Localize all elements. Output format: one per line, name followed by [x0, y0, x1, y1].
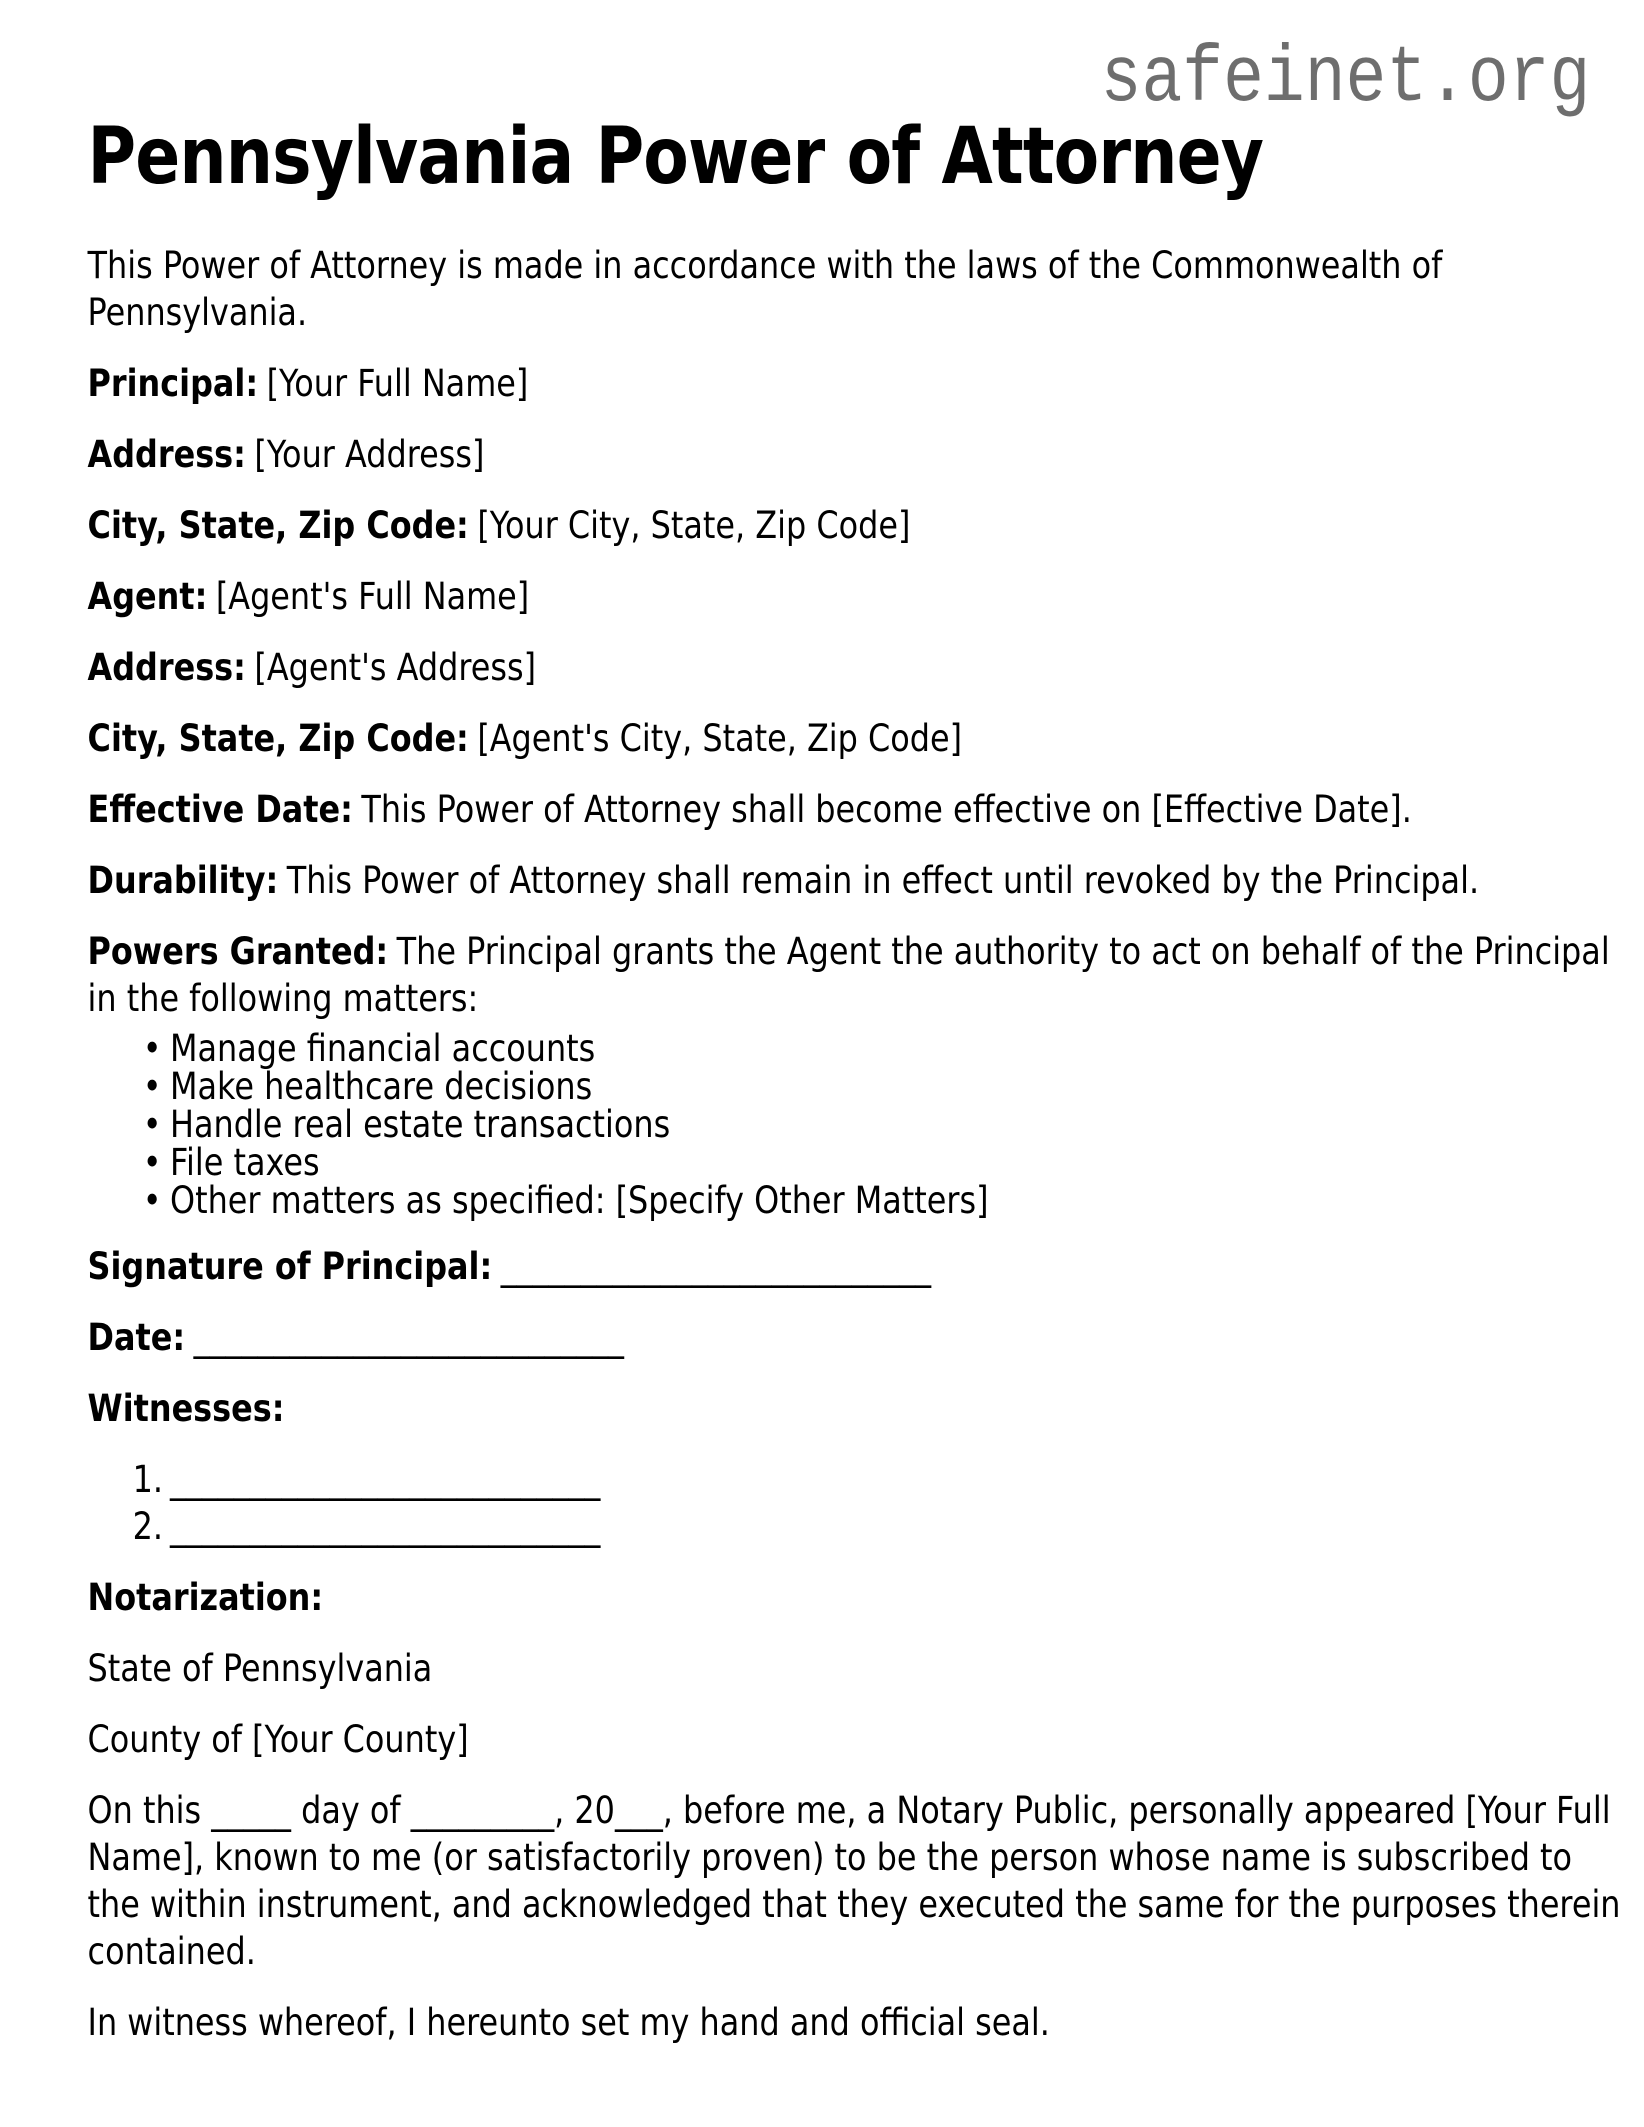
- power-item: • File taxes: [170, 1143, 1626, 1181]
- field-value: [Your Address]: [254, 432, 485, 476]
- field-principal-city-state-zip: [88, 502, 1627, 549]
- witnesses-heading: [88, 1385, 1627, 1432]
- signature-label: Signature of Principal:: [87, 1244, 493, 1288]
- field-label: Address:: [87, 432, 246, 476]
- power-item: • Other matters as specified: [Specify Other Matters]: [170, 1181, 1626, 1219]
- signature-of-principal-row: [88, 1243, 1627, 1290]
- intro-paragraph: This Power of Attorney is made in accordance with the laws of the Commonwealth of Pennsylvania.: [87, 243, 1443, 334]
- field-label: Principal:: [87, 361, 259, 405]
- field-label: City, State, Zip Code:: [87, 716, 469, 760]
- notary-body: On this _____ day of _________, 20___, before me, a Notary Public, personally appeared [Your Full Name], known to me (or satisfactorily proven) to be the person whose name is subscribed to the within instrument, and acknowledged that they executed the same for the purposes therein contained.: [87, 1788, 1621, 1973]
- power-item: • Make healthcare decisions: [170, 1067, 1626, 1105]
- witness-line: ___________________________: [170, 1504, 601, 1548]
- power-item: • Manage financial accounts: [170, 1029, 1626, 1067]
- field-value: [Your City, State, Zip Code]: [477, 503, 911, 547]
- witnesses-label: Witnesses:: [87, 1386, 285, 1430]
- watermark: safeinet.org: [1100, 34, 1591, 125]
- witness-line: ___________________________: [170, 1457, 601, 1501]
- field-effective-date: [88, 786, 1627, 833]
- notary-closing: In witness whereof, I hereunto set my hand and official seal.: [87, 2000, 1050, 2044]
- date-line: ___________________________: [193, 1315, 624, 1359]
- field-label: Address:: [87, 645, 246, 689]
- signature-line: ___________________________: [500, 1244, 932, 1288]
- date-label: Date:: [87, 1315, 186, 1359]
- field-value: This Power of Attorney shall remain in effect until revoked by the Principal.: [286, 858, 1480, 902]
- witness-item: [132, 1456, 1626, 1503]
- date-row: [88, 1314, 1627, 1361]
- field-value: [Your Full Name]: [266, 361, 529, 405]
- witness-number: 1.: [132, 1457, 164, 1501]
- field-value: This Power of Attorney shall become effective on [Effective Date].: [361, 787, 1412, 831]
- field-principal-address: [88, 431, 1627, 478]
- document-body: [88, 0, 1627, 2070]
- field-label: Durability:: [87, 858, 279, 902]
- field-durability: [88, 857, 1627, 904]
- field-label: Powers Granted:: [87, 929, 389, 973]
- field-value: [Agent's Full Name]: [215, 574, 530, 618]
- field-label: City, State, Zip Code:: [87, 503, 469, 547]
- power-item: • Handle real estate transactions: [170, 1105, 1626, 1143]
- field-label: Effective Date:: [87, 787, 353, 831]
- witnesses-list: [88, 1456, 1627, 1550]
- field-value: The Principal grants the Agent the authority to act on behalf of the Principal in the following matters:: [87, 929, 1610, 1020]
- field-value: [Agent's City, State, Zip Code]: [477, 716, 963, 760]
- field-label: Agent:: [87, 574, 208, 618]
- notary-county: County of [Your County]: [87, 1717, 469, 1761]
- field-powers-granted: [88, 928, 1627, 1022]
- field-agent: [88, 573, 1627, 620]
- notarization-label: Notarization:: [87, 1575, 324, 1619]
- field-agent-address: [88, 644, 1627, 691]
- powers-list: [88, 1026, 1627, 1222]
- witness-item: [132, 1503, 1626, 1550]
- field-value: [Agent's Address]: [254, 645, 537, 689]
- field-principal: [88, 360, 1627, 407]
- witness-number: 2.: [132, 1504, 164, 1548]
- notarization-heading: [88, 1574, 1627, 1621]
- page-title: Pennsylvania Power of Attorney: [87, 112, 1264, 202]
- field-agent-city-state-zip: [88, 715, 1627, 762]
- notary-state: State of Pennsylvania: [87, 1646, 433, 1690]
